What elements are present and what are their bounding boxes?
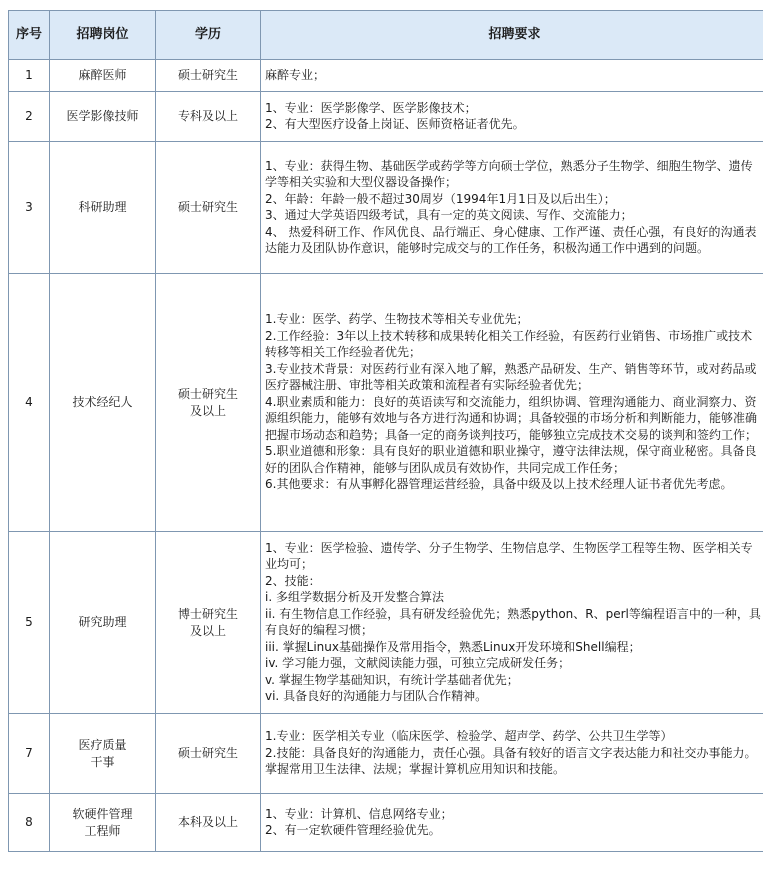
- cell-seq: 4: [9, 274, 50, 532]
- cell-requirements: [261, 274, 763, 532]
- table-row: [9, 92, 763, 142]
- cell-seq: 7: [9, 714, 50, 794]
- position-line: 医疗质量: [78, 738, 127, 752]
- requirement-line: iii. 掌握Linux基础操作及常用指令，熟悉Linux开发环境和Shell编程；: [265, 639, 641, 654]
- requirement-line: 3、通过大学英语四级考试，具有一定的英文阅读、写作、交流能力；: [265, 208, 633, 222]
- cell-position: [50, 532, 156, 714]
- cell-education: [156, 714, 261, 794]
- cell-position: [50, 714, 156, 794]
- requirement-line: 2.工作经验：3年以上技术转移和成果转化相关工作经验，有医药行业销售、市场推广或技术转移等相关工作经验者优先；: [265, 328, 753, 360]
- requirement-line: i. 多组学数据分析及开发整合算法: [265, 590, 444, 604]
- position-line: 麻醉医师: [78, 68, 127, 83]
- requirement-line: 1.专业：医学相关专业（临床医学、检验学、超声学、药学、公共卫生学等）: [265, 729, 673, 744]
- table-row: [9, 714, 763, 794]
- cell-position: [50, 92, 156, 142]
- header-education: 学历: [156, 11, 261, 60]
- requirement-line: 1.专业：医学、药学、生物技术等相关专业优先；: [265, 312, 529, 327]
- requirement-line: ii. 有生物信息工作经验，具有研发经验优先；熟悉python、R、perl等编程语言中的一种，具有良好的编程习惯；: [265, 606, 761, 637]
- requirement-line: 2、技能：: [265, 573, 321, 588]
- requirement-line: 麻醉专业；: [265, 67, 326, 82]
- education-line: 硕士研究生: [177, 746, 238, 761]
- requirement-line: vi. 具备良好的沟通能力与团队合作精神。: [265, 689, 488, 703]
- requirement-line: 4、 热爱科研工作、作风优良、品行端正、身心健康、工作严谨、责任心强，有良好的沟通表达能力及团队协作意识，能够时完成交与的工作任务，积极沟通工作中遇到的问题。: [265, 224, 757, 255]
- cell-education: [156, 142, 261, 274]
- cell-position: [50, 274, 156, 532]
- cell-education: [156, 92, 261, 142]
- requirement-line: 1、专业：医学影像学、医学影像技术；: [265, 100, 477, 115]
- table-row: [9, 532, 763, 714]
- position-line: 科研助理: [78, 200, 127, 215]
- education-line: 及以上: [189, 623, 226, 638]
- requirement-line: 4.职业素质和能力：良好的英语读写和交流能力，组织协调、管理沟通能力、商业洞察力、资源组织能力，能够有效地与各方进行沟通和协调；具备较强的市场分析和判断能力，能够准确把握市场动态和趋势；具备一定的商务谈判技巧，能够独立完成技术交易的谈判和签约工作；: [265, 394, 758, 442]
- education-line: 硕士研究生: [177, 387, 238, 401]
- cell-requirements: [261, 92, 763, 142]
- cell-education: [156, 60, 261, 92]
- cell-position: [50, 794, 156, 852]
- requirement-line: 2、年龄：年龄一般不超过30周岁（1994年1月1日及以后出生）；: [265, 191, 616, 206]
- cell-seq: 5: [9, 532, 50, 714]
- cell-seq: 2: [9, 92, 50, 142]
- requirement-line: 3.专业技术背景：对医药行业有深入地了解，熟悉产品研发、生产、销售等环节，或对药品或医疗器械注册、审批等相关政策和流程者有实际经验者优先；: [265, 361, 757, 393]
- position-line: 软硬件管理: [72, 807, 133, 821]
- table-header-row: [9, 11, 763, 60]
- header-seq: 序号: [9, 11, 50, 60]
- requirement-line: 1、专业：计算机、信息网络专业；: [265, 806, 453, 821]
- cell-requirements: [261, 60, 763, 92]
- table-row: [9, 60, 763, 92]
- table-row: [9, 274, 763, 532]
- requirement-line: 2、有一定软硬件管理经验优先。: [265, 823, 441, 837]
- education-line: 专科及以上: [177, 109, 238, 124]
- cell-position: [50, 142, 156, 274]
- requirement-line: 1、专业：医学检验、遗传学、分子生物学、生物信息学、生物医学工程等生物、医学相关专业均可；: [265, 540, 753, 571]
- table-row: [9, 794, 763, 852]
- cell-requirements: [261, 532, 763, 714]
- position-line: 干事: [90, 754, 115, 769]
- recruitment-table-wrapper: [8, 10, 763, 852]
- cell-seq: 3: [9, 142, 50, 274]
- requirement-line: 2、有大型医疗设备上岗证、医师资格证者优先。: [265, 117, 525, 131]
- header-position: 招聘岗位: [50, 11, 156, 60]
- cell-seq: 1: [9, 60, 50, 92]
- education-line: 本科及以上: [177, 815, 238, 830]
- position-line: 技术经纪人: [72, 395, 133, 410]
- requirement-line: v. 掌握生物学基础知识，有统计学基础者优先；: [265, 672, 519, 687]
- requirement-line: iv. 学习能力强，文献阅读能力强，可独立完成研发任务；: [265, 656, 571, 670]
- requirement-line: 1、专业：获得生物、基础医学或药学等方向硕士学位，熟悉分子生物学、细胞生物学、遗传学等相关实验和大型仪器设备操作；: [265, 158, 753, 189]
- position-line: 工程师: [84, 823, 121, 838]
- cell-requirements: [261, 794, 763, 852]
- requirement-line: 5.职业道德和形象：具有良好的职业道德和职业操守，遵守法律法规，保守商业秘密。具备良好的团队合作精神，能够与团队成员有效协作，共同完成工作任务；: [265, 444, 757, 475]
- cell-seq: 8: [9, 794, 50, 852]
- requirement-line: 2.技能：具备良好的沟通能力，责任心强。具备有较好的语言文字表达能力和社交办事能力。掌握常用卫生法律、法规；掌握计算机应用知识和技能。: [265, 745, 757, 777]
- cell-education: [156, 532, 261, 714]
- education-line: 硕士研究生: [177, 200, 238, 215]
- cell-requirements: [261, 714, 763, 794]
- position-line: 研究助理: [78, 615, 127, 630]
- requirement-line: 6.其他要求：有从事孵化器管理运营经验，具备中级及以上技术经理人证书者优先考虑。: [265, 477, 733, 492]
- education-line: 硕士研究生: [177, 68, 238, 83]
- position-line: 医学影像技师: [66, 109, 139, 124]
- cell-position: [50, 60, 156, 92]
- cell-requirements: [261, 142, 763, 274]
- table-body: [9, 60, 763, 852]
- education-line: 及以上: [189, 403, 226, 418]
- header-requirements: 招聘要求: [261, 11, 763, 60]
- education-line: 博士研究生: [177, 607, 238, 621]
- cell-education: [156, 274, 261, 532]
- cell-education: [156, 794, 261, 852]
- table-row: [9, 142, 763, 274]
- recruitment-table: [8, 10, 763, 852]
